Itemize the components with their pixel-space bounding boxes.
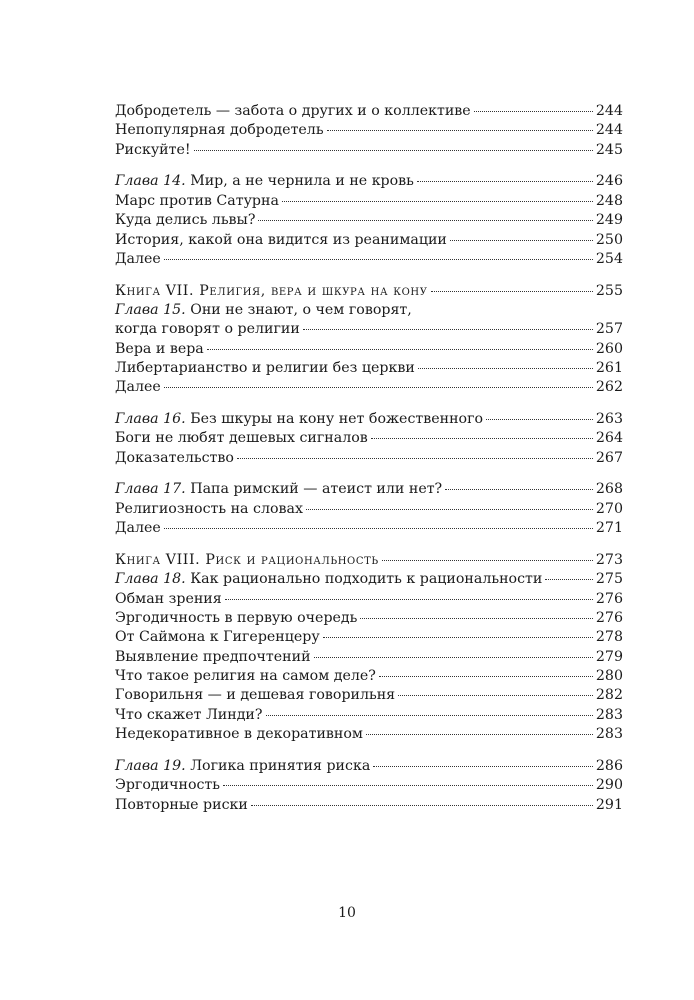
dot-leader [282,201,593,202]
toc-page-number: 264 [595,430,623,447]
toc-title: Марс против Сатурна [115,192,279,209]
toc-entry [115,706,623,725]
toc-title: Далее [115,250,161,267]
toc-title: Недекоративное в декоративном [115,726,363,743]
toc-page-number: 254 [595,250,623,267]
toc-entry [115,141,623,160]
dot-leader [474,111,593,112]
dot-leader [164,387,593,388]
toc-entry [115,500,623,519]
toc-entry [115,359,623,378]
toc-page-number: 249 [595,212,623,229]
toc-page-number: 290 [595,777,623,794]
dot-leader [314,657,593,658]
dot-leader [303,329,593,330]
toc-entry [115,102,623,121]
dot-leader [450,240,593,241]
chapter-title: Папа римский — атеист или нет? [185,481,443,498]
dot-leader [194,150,593,151]
toc-title: Далее [115,520,161,537]
chapter-label: Глава 17. [115,481,186,498]
section-gap [115,468,623,480]
dot-leader [323,637,593,638]
toc-page-number: 280 [595,668,623,685]
toc-page-number: 248 [595,192,623,209]
toc-title: Что такое религия на самом деле? [115,668,376,685]
toc-title: Боги не любят дешевых сигналов [115,430,368,447]
dot-leader [373,766,593,767]
toc-title: Добродетель — забота о других и о коллективе [115,103,471,119]
toc-page-number: 268 [595,481,623,498]
toc-page-number: 263 [595,411,623,428]
toc-page-number: 260 [595,340,623,357]
toc-page-number: 279 [595,648,623,665]
dot-leader [379,676,593,677]
dot-leader [431,291,593,292]
toc-chapter [115,757,623,776]
dot-leader [164,528,593,529]
toc-title: От Саймона к Гигеренцеру [115,629,320,646]
toc-page-number: 291 [595,796,623,813]
toc-title: Рискуйте! [115,141,191,158]
toc-entry [115,725,623,744]
chapter-title: Без шкуры на кону нет божественного [185,411,484,428]
toc-entry [115,320,623,339]
toc-page-number: 257 [595,321,623,338]
toc-entry [115,796,623,815]
toc-page-number: 255 [595,282,623,299]
toc-title: История, какой она видится из реанимации [115,231,447,248]
section-gap [115,398,623,410]
toc-book [115,282,623,301]
dot-leader [545,579,593,580]
toc-title: Либертарианство и религии без церкви [115,360,415,377]
toc-page-number: 271 [595,520,623,537]
toc-chapter [115,301,623,320]
toc-page-number: 283 [595,706,623,723]
toc-page-number: 267 [595,449,623,466]
toc-entry [115,686,623,705]
toc-title: Что скажет Линди? [115,706,263,723]
toc-title: когда говорят о религии [115,321,300,338]
toc-entry [115,519,623,538]
toc-page-number: 286 [595,757,623,774]
toc-entry [115,667,623,686]
toc-title [115,301,412,320]
toc-entry [115,231,623,250]
dot-leader [371,438,593,439]
toc-entry [115,250,623,269]
dot-leader [258,220,592,221]
toc-entry [115,429,623,448]
toc-title: Куда делись львы? [115,212,256,229]
toc-book [115,551,623,570]
toc-entry [115,776,623,795]
toc-entry [115,378,623,397]
toc-entry [115,590,623,609]
dot-leader [223,785,593,786]
toc-title: Далее [115,379,161,396]
dot-leader [251,805,593,806]
toc-title: Книга VIII. Риск и рациональность [115,551,379,568]
toc-entry [115,628,623,647]
dot-leader [207,349,593,350]
toc-page-number: 270 [595,500,623,517]
toc-title [115,172,414,191]
toc-entry [115,648,623,667]
chapter-label: Глава 19. [115,757,186,774]
toc-title: Религиозность на словах [115,500,303,517]
toc-title: Говорильня — и дешевая говорильня [115,687,396,704]
dot-leader [164,259,593,260]
dot-leader [418,368,593,369]
dot-leader [417,181,593,182]
toc-title: Выявление предпочтений [115,648,311,665]
toc-title: Непопулярная добродетель [115,122,324,139]
dot-leader [237,458,593,459]
dot-leader [486,419,593,420]
toc-title [115,480,442,499]
toc-chapter [115,570,623,589]
chapter-label: Глава 16. [115,411,186,428]
toc-page-number: 246 [595,173,623,190]
dot-leader [382,560,593,561]
dot-leader [366,734,593,735]
section-gap [115,269,623,281]
chapter-label: Глава 18. [115,571,186,588]
toc-title: Повторные риски [115,796,248,813]
toc-page-number: 276 [595,609,623,626]
table-of-contents [115,102,623,815]
toc-title [115,570,542,589]
toc-chapter [115,410,623,429]
section-gap [115,745,623,757]
section-gap [115,160,623,172]
toc-page-number: 262 [595,379,623,396]
dot-leader [306,509,593,510]
chapter-title: Логика принятия риска [185,757,371,774]
dot-leader [360,618,593,619]
chapter-label: Глава 14. [115,173,186,190]
chapter-label: Глава 15. [115,301,186,318]
toc-page-number: 276 [595,590,623,607]
dot-leader [266,715,593,716]
toc-title: Эргодичность [115,777,220,794]
toc-page-number: 261 [595,360,623,377]
page-number: 10 [338,905,356,921]
toc-title: Эргодичность в первую очередь [115,609,358,626]
toc-title [115,410,483,429]
toc-page-number: 278 [595,629,623,646]
dot-leader [398,695,593,696]
toc-entry [115,211,623,230]
toc-entry [115,609,623,628]
toc-title: Вера и вера [115,340,204,357]
toc-chapter [115,172,623,191]
toc-page-number: 282 [595,687,623,704]
toc-title: Обман зрения [115,590,222,607]
toc-chapter [115,480,623,499]
toc-page-number: 250 [595,231,623,248]
toc-entry [115,121,623,140]
toc-page-number: 245 [595,141,623,158]
chapter-title: Они не знают, о чем говорят, [185,301,412,318]
toc-page-number: 244 [595,122,623,139]
toc-page-number: 244 [595,103,623,119]
toc-page-number: 275 [595,571,623,588]
dot-leader [327,130,593,131]
chapter-title: Мир, а не чернила и не кровь [185,173,414,190]
toc-page-number: 283 [595,726,623,743]
section-gap [115,539,623,551]
toc-entry [115,449,623,468]
toc-title: Книга VII. Религия, вера и шкура на кону [115,282,428,299]
toc-entry [115,340,623,359]
toc-entry [115,192,623,211]
toc-title [115,757,370,776]
dot-leader [225,599,593,600]
dot-leader [445,489,593,490]
toc-title: Доказательство [115,449,234,466]
chapter-title: Как рационально подходить к рациональности [185,571,543,588]
toc-page-number: 273 [595,551,623,568]
